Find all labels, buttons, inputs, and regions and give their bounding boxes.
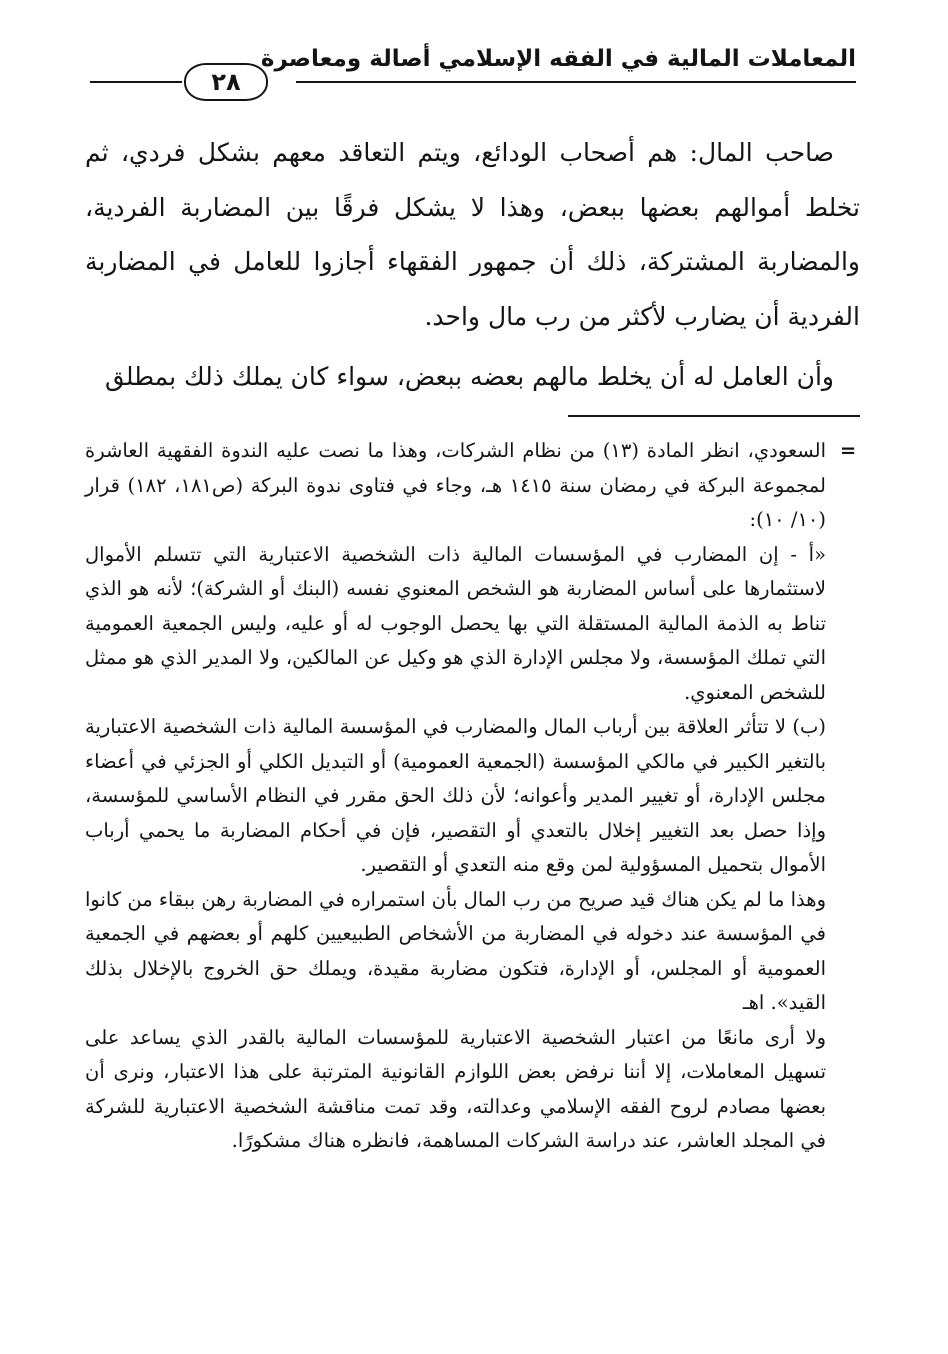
footnote-text: السعودي، انظر المادة (١٣) من نظام الشركات، وهذا ما نصت عليه الندوة الفقهية العاشرة لمجموعة البركة في رمضان سنة ١٤١٥ هـ، وجاء في فتاوى ندوة البركة (ص١٨١، ١٨٢) قرار (١٠/ ١٠): [85,439,826,531]
page-number: ٢٨ [184,63,268,101]
footnote-paragraph: وهذا ما لم يكن هناك قيد صريح من رب المال بأن استمراره في المضاربة رهن ببقاء من كانوا في المؤسسة عند دخوله في المضاربة من الأشخاص الطبيعيين كلهم أو بعضهم في الجمعية العمومية أو المجلس، أو الإدارة، فتكون مضاربة مقيدة، ويملك حق الخروج بالإخلال بذلك القيد». اهـ [85,887,826,1014]
footnote-paragraph: (ب) لا تتأثر العلاقة بين أرباب المال والمضارب في المؤسسة المالية ذات الشخصية الاعتبارية بالتغير الكبير في مالكي المؤسسة (الجمعية العمومية) أو التبديل الكلي أو الجزئي في أعضاء مجلس الإدارة، أو تغيير المدير وأعوانه؛ لأن ذلك الحق مقرر في النظام الأساسي للمؤسسة، وإذا حصل بعد التغيير إخلال بالتعدي أو التقصير، فإن في أحكام المضاربة ما يحمي أرباب الأموال بتحميل المسؤولية لمن وقع منه التعدي أو التقصير. [85,715,826,876]
main-paragraph: صاحب المال: هم أصحاب الودائع، ويتم التعاقد معهم بشكل فردي، ثم تخلط أموالهم بعضها ببعض، وهذا لا يشكل فرقًا بين المضاربة الفردية، والمضاربة المشتركة، ذلك أن جمهور الفقهاء أجازوا للعامل في المضاربة الفردية أن يضارب لأكثر من رب مال واحد. [85,138,860,331]
running-title: المعاملات المالية في الفقه الإسلامي أصالة ومعاصرة [260,46,856,72]
page-header [90,40,856,100]
footnote-continuation-paragraph [85,434,857,538]
header-rule-left [90,81,182,83]
footnote-paragraph: «أ - إن المضارب في المؤسسات المالية ذات الشخصية الاعتبارية التي تتسلم الأموال لاستثمارها على أساس المضاربة هو الشخص المعنوي نفسه (البنك أو الشركة)؛ لأنه هو الذي تناط به الذمة المالية المستقلة التي بها يحصل الوجوب له أو عليه، وليس الجمعية العمومية التي تملك المؤسسة، ولا مجلس الإدارة الذي هو وكيل عن المالكين، ولا المدير الذي هو ممثل للشخص المعنوي. [85,542,826,704]
footnote-paragraph: ولا أرى مانعًا من اعتبار الشخصية الاعتبارية للمؤسسات المالية بالقدر الذي يساعد على تسهيل المعاملات، إلا أننا نرفض بعض اللوازم القانونية المترتبة على هذا الاعتبار، ونرى أن بعضها مصادم لروح الفقه الإسلامي وعدالته، وقد تمت مناقشة الشخصية الاعتبارية للشركة في المجلد العاشر، عند دراسة الشركات المساهمة، فانظره هناك مشكورًا. [85,1025,826,1152]
footnote [85,434,860,1159]
main-paragraph: وأن العامل له أن يخلط مالهم بعضه ببعض، سواء كان يملك ذلك بمطلق [105,362,834,391]
footnote-separator [568,415,860,417]
continuation-marker: = [839,439,857,462]
main-text [85,126,860,405]
header-rule-right [296,81,856,83]
